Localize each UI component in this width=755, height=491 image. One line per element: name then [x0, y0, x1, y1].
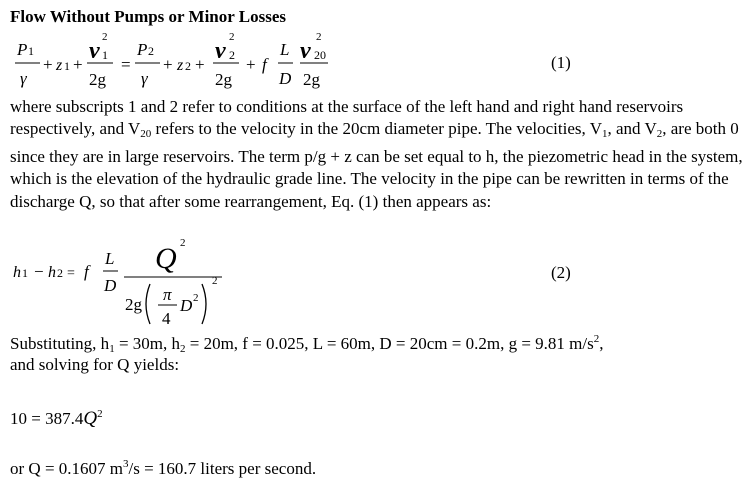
eq1-twog-2: 2g: [215, 70, 232, 89]
eq2-number: (2): [551, 263, 571, 282]
eq2-L: L: [105, 249, 115, 268]
para-sub-20: 20: [140, 128, 152, 141]
para-text-2: refers to the velocity in the 20cm diameter pipe. The velocities, V: [151, 119, 602, 139]
subst-sub-2: 2: [180, 343, 186, 355]
subst-text-3: = 20m, f = 0.025, L = 60m, D = 20cm = 0.2m, g = 9.81 m/s: [185, 334, 594, 353]
final-sup: 3: [123, 458, 129, 470]
explanation-paragraph: [10, 96, 750, 213]
subst-text-4: ,: [599, 334, 604, 353]
eq2-f: f: [84, 262, 89, 281]
eq1-p1-sub: 1: [28, 44, 34, 58]
eq2-h2: h: [48, 264, 56, 281]
para-text-4: , are both 0 since they are in large reservoirs. The term p/g + z can be set equal to h, the piezometric head in the system, which is the elevation of the hydraulic grade line. The velocity in the pipe can be rewritten in terms of the discharge Q, so that after some rearrangement, Eq. (1) then appears as:: [10, 119, 743, 211]
substitution-line-1: [10, 333, 603, 355]
eq2-h1: h: [13, 264, 21, 281]
eq1-z1-sub: 1: [64, 59, 70, 73]
para-sub-1: 1: [601, 128, 608, 141]
eq1-v2: v: [215, 38, 226, 64]
section-title: Flow Without Pumps or Minor Losses: [10, 7, 286, 26]
eq1-plus-4: +: [195, 55, 205, 74]
eq1-v20-sub: 20: [314, 48, 326, 62]
result-lhs: 10 = 387.4: [10, 409, 84, 428]
eq1-plus-1: +: [43, 55, 53, 74]
eq1-twog-1: 2g: [89, 70, 106, 89]
eq1-z2: z: [177, 57, 184, 74]
eq2-paren-sup: 2: [212, 275, 218, 287]
eq2-h2-sub: 2: [57, 266, 63, 280]
eq2-twog: 2g: [125, 295, 142, 314]
eq1-v1: v: [89, 38, 100, 64]
subst-text-1: Substituting, h: [10, 334, 110, 353]
subst-sub-1: 1: [109, 343, 115, 355]
equation-1: [0, 28, 755, 94]
eq1-number: (1): [551, 53, 571, 72]
eq1-p2-sub: 2: [148, 44, 154, 58]
eq2-Q: Q: [155, 242, 177, 275]
para-text-3: , and V: [607, 119, 657, 139]
result-q-sup: 2: [97, 408, 103, 420]
final-answer: [10, 458, 316, 479]
eq1-v2-sup: 2: [229, 31, 235, 43]
eq1-twog-3: 2g: [303, 70, 320, 89]
eq1-gamma-2: γ: [141, 69, 148, 88]
eq1-gamma-1: γ: [20, 69, 27, 88]
subst-text-2: = 30m, h: [114, 334, 180, 353]
eq1-plus-3: +: [163, 55, 173, 74]
eq2-four: 4: [162, 309, 171, 328]
eq2-D: D: [104, 276, 117, 295]
eq1-v20-sup: 2: [316, 31, 322, 43]
eq1-L: L: [280, 40, 290, 59]
eq1-v1-sup: 2: [102, 31, 108, 43]
result-equation: [10, 408, 103, 430]
equation-2: [0, 234, 755, 330]
para-sub-2: 2: [656, 128, 663, 141]
result-q: Q: [83, 408, 98, 429]
final-text-2: /s = 160.7 liters per second.: [128, 459, 317, 478]
eq1-v1-sub: 1: [102, 48, 108, 62]
eq1-p2: P: [137, 40, 148, 59]
eq1-equals: =: [121, 55, 131, 74]
subst-sup: 2: [593, 333, 600, 345]
eq2-left-paren: [146, 284, 150, 324]
eq2-minus: −: [34, 262, 44, 281]
eq1-D: D: [279, 69, 292, 88]
eq2-h1-sub: 1: [22, 266, 28, 280]
eq2-D2-sup: 2: [193, 292, 199, 304]
eq1-z2-sub: 2: [185, 59, 191, 73]
substitution-line-2: and solving for Q yields:: [10, 355, 180, 374]
eq1-f: f: [262, 55, 267, 74]
eq1-plus-2: +: [73, 55, 83, 74]
eq2-Q-sup: 2: [180, 237, 186, 249]
eq2-right-paren: [202, 284, 206, 324]
eq2-D2: D: [180, 296, 193, 315]
para-text-1: where subscripts 1 and 2 refer to conditions at the surface of the left hand and right hand reservoirs respectively, and V: [10, 97, 684, 139]
eq1-z1: z: [56, 57, 63, 74]
eq2-equals: =: [67, 266, 75, 281]
eq1-p1: P: [17, 40, 28, 59]
eq1-v20: v: [300, 38, 311, 64]
eq1-plus-5: +: [246, 55, 256, 74]
final-text-1: or Q = 0.1607 m: [10, 459, 123, 478]
eq2-pi: π: [163, 285, 172, 304]
eq1-v2-sub: 2: [229, 48, 235, 62]
